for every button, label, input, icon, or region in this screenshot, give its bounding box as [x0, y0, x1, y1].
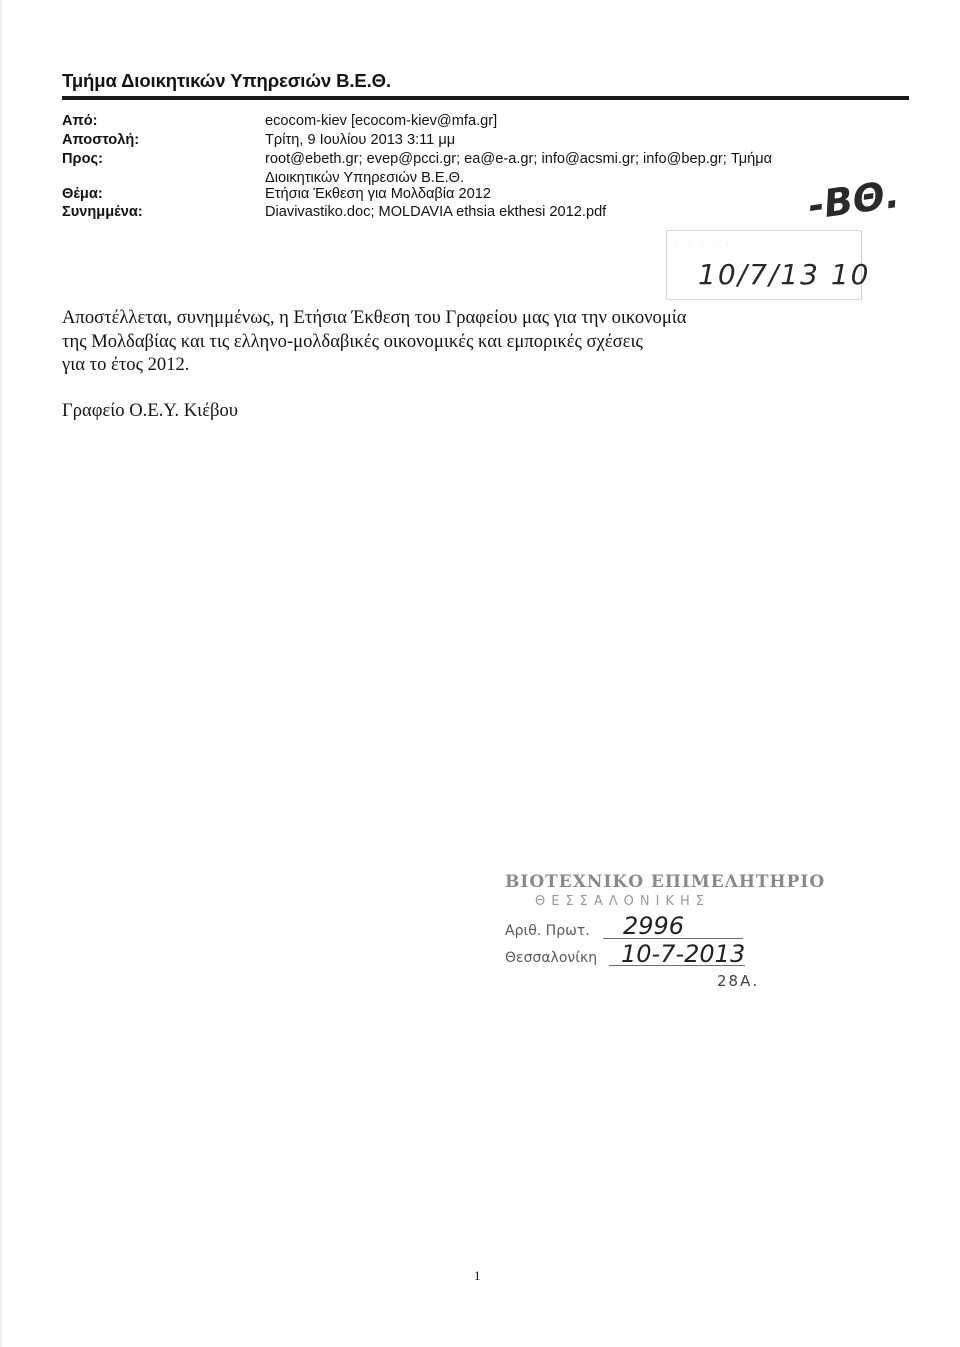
from-value-line: ecocom-kiev [ecocom-kiev@mfa.gr]: [265, 113, 498, 129]
subject-value: [265, 185, 885, 204]
scan-edge: [0, 0, 2, 1347]
stamp-date-label: Θεσσαλονίκη: [505, 950, 598, 966]
stamp-date-value: 10-7-2013: [621, 940, 746, 968]
to-label: Προς:: [62, 151, 103, 167]
signature: Γραφείο Ο.Ε.Υ. Κιέβου: [62, 400, 238, 421]
from-value: [265, 112, 885, 131]
receipt-stamp-faded-text: ·····: [675, 239, 739, 251]
header-rule: [62, 96, 909, 100]
stamp-protocol-label: Αριθ. Πρωτ.: [505, 923, 590, 939]
stamp-protocol-number: 2996: [623, 912, 685, 940]
protocol-stamp: [505, 868, 826, 990]
subject-label: Θέμα:: [62, 186, 103, 202]
body-line-2: της Μολδαβίας και τις ελληνο-μολδαβικές οικονομικές και εμπορικές σχέσεις: [62, 330, 643, 352]
page-number: 1: [474, 1268, 481, 1283]
sent-value-line: Τρίτη, 9 Ιουλίου 2013 3:11 μμ: [265, 132, 456, 148]
handwritten-received-date: 10/7/13 10: [698, 258, 871, 291]
sent-value: [265, 131, 885, 150]
body-line-1: Αποστέλλεται, συνημμένως, η Ετήσια Έκθεση του Γραφείου μας για την οικονομία: [62, 307, 687, 328]
stamp-org-name: ΒΙΟΤΕΧΝΙΚΟ ΕΠΙΜΕΛΗΤΗΡΙΟ: [505, 872, 826, 892]
to-value-line-2: Διοικητικών Υπηρεσιών Β.Ε.Θ.: [265, 170, 465, 186]
attachments-value: [265, 203, 885, 222]
stamp-city: ΘΕΣΣΑΛΟΝΙΚΗΣ: [535, 894, 710, 909]
subject-value-line: Ετήσια Έκθεση για Μολδαβία 2012: [265, 186, 491, 202]
from-label: Από:: [62, 113, 98, 129]
to-value-line-1: root@ebeth.gr; evep@pcci.gr; ea@e-a.gr; info@acsmi.gr; info@bep.gr; Τμήμα: [265, 151, 773, 167]
stamp-code: 28Α.: [717, 972, 760, 990]
attachments-label: Συνημμένα:: [62, 204, 143, 220]
handwritten-initials: -ΒΘ.: [805, 171, 903, 229]
sent-label: Αποστολή:: [62, 132, 140, 148]
department-title: Τμήμα Διοικητικών Υπηρεσιών Β.Ε.Θ.: [62, 70, 391, 91]
attachments-value-line: Diavivastiko.doc; MOLDAVIA ethsia ekthesi 2012.pdf: [265, 204, 607, 220]
to-value: [265, 150, 885, 188]
message-body: [62, 306, 802, 377]
body-line-3: για το έτος 2012.: [62, 354, 190, 375]
